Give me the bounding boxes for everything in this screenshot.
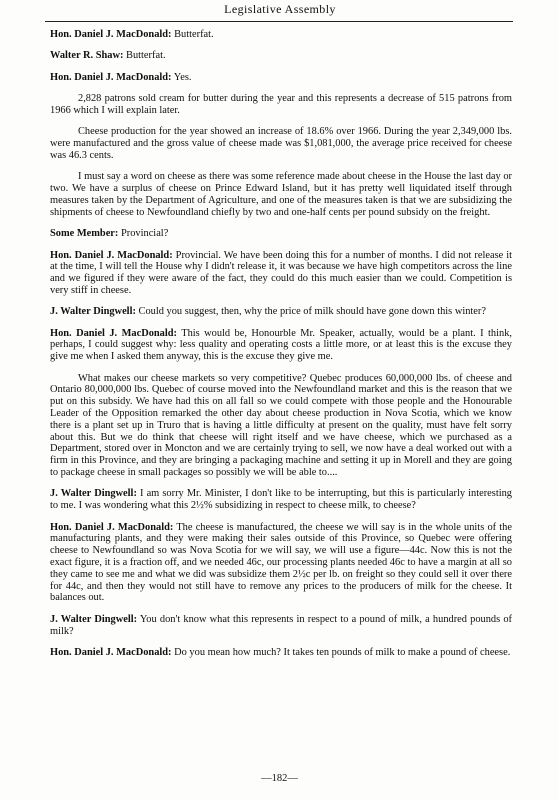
speaker-name: Hon. Daniel J. MacDonald: xyxy=(50,327,177,339)
paragraph xyxy=(50,647,512,659)
paragraph xyxy=(50,29,512,41)
speech-text: 2,828 patrons sold cream for butter during the year and this represents a decrease of 515 patrons from 1966 which I will explain later. xyxy=(50,93,512,116)
speech-text: I am sorry Mr. Minister, I don't like to be interrupting, but this is particularly interesting to me. I was wondering what this 2½% subsidizing in respect to cheese milk, to cheese? xyxy=(50,488,512,512)
speech-text: Do you mean how much? It takes ten pounds of milk to make a pound of cheese. xyxy=(171,646,511,658)
speech-text: Yes. xyxy=(171,71,192,83)
transcript-body xyxy=(50,29,512,668)
paragraph xyxy=(50,373,512,479)
paragraph xyxy=(50,228,512,240)
speaker-name: J. Walter Dingwell: xyxy=(50,306,136,318)
speech-text: The cheese is manufactured, the cheese we will say is in the whole units of the manufacturing plants, and they were making their sales outside of this Province, so Quebec were offering cheese to Newfoundland so was Nova Scotia for we will say, we will use a figure—44c. Now this is not the exact figure, it is a fraction off, and we needed 46c, our processing plants needed 46c to have a margin at all so they came to see me and what we did was subsidize them 2½c per lb. on freight so they could sell it over there for 44c, and then they would not still have to remove any prices to the producers of milk for the cheese. It balances out. xyxy=(50,521,512,604)
paragraph xyxy=(50,614,512,638)
speech-text: Could you suggest, then, why the price of milk should have gone down this winter? xyxy=(135,306,486,318)
speaker-name: Hon. Daniel J. MacDonald: xyxy=(50,71,172,83)
speech-text: I must say a word on cheese as there was some reference made about cheese in the House the last day or two. We have a surplus of cheese on Prince Edward Island, but it has pretty well liquidated itself through measures taken by the Department of Agriculture, and one of the measures taken is that we are subsidizing the shipments of cheese to Newfoundland chiefly by two and one-half cents per pound subsidy on the freight. xyxy=(50,171,512,218)
speaker-name: Hon. Daniel J. MacDonald: xyxy=(50,29,172,40)
speaker-name: Walter R. Shaw: xyxy=(50,50,124,62)
speaker-name: Hon. Daniel J. MacDonald: xyxy=(50,521,174,533)
speaker-name: Hon. Daniel J. MacDonald: xyxy=(50,249,173,261)
paragraph xyxy=(50,171,512,218)
speech-text: Provincial? xyxy=(118,228,169,240)
speech-text: What makes our cheese markets so very competitive? Quebec produces 60,000,000 lbs. of cheese and Ontario 80,000,000 lbs. Quebec of course moved into the Newfoundland market and this is the reason that we put on this subsidy. We have had this on all fall so we could compete with those people and the Honourable Leader of the Opposition remarked the other day about cheese production in Nova Scotia, which we know there is a plant set up in Truro that is having a little difficulty at present on the quality, must have felt sorry about this. But we do think that cheese will right itself and we have cheese, which we purchased as a Department, stored over in Moncton and we are certainly trying to sell, we now have a deal worked out with a firm in this Province, and they are bringing a packaging machine and setting it up in Morell and they are going to package cheese in small packages so possibly we will be able to.... xyxy=(50,372,512,479)
speech-text: Butterfat. xyxy=(171,29,214,40)
speaker-name: Some Member: xyxy=(50,228,119,240)
header-rule xyxy=(45,21,513,22)
paragraph xyxy=(50,93,512,117)
paragraph xyxy=(50,488,512,512)
running-header: Legislative Assembly xyxy=(224,2,336,16)
speech-text: Provincial. We have been doing this for a number of months. I did not release it at the time, I will tell the House why I didn't release it, it was because we have high competitors across the line and we figured if they were aware of the fact, they could do this much easier than we could. Competition is very stiff in cheese. xyxy=(50,249,512,296)
paragraph xyxy=(50,328,512,363)
speech-text: Butterfat. xyxy=(123,50,166,62)
speaker-name: Hon. Daniel J. MacDonald: xyxy=(50,646,172,658)
paragraph xyxy=(50,126,512,161)
paragraph xyxy=(50,522,512,605)
speech-text: You don't know what this represents in respect to a pound of milk, a hundred pounds of milk? xyxy=(50,613,512,637)
speaker-name: J. Walter Dingwell: xyxy=(50,488,137,500)
speech-text: This would be, Honourble Mr. Speaker, actually, would be a plant. I think, perhaps, I could suggest why: less quality and operating costs a little more, or at least this is the excuse they give me when I asked them anyway, this is the excuse they give me. xyxy=(50,327,512,363)
speech-text: Cheese production for the year showed an increase of 18.6% over 1966. During the year 2,349,000 lbs. were manufactured and the gross value of cheese made was $1,081,000, the average price received for cheese was 46.3 cents. xyxy=(50,126,512,161)
speaker-name: J. Walter Dingwell: xyxy=(50,613,138,625)
paragraph xyxy=(50,306,512,318)
paragraph xyxy=(50,72,512,84)
page-number: —182— xyxy=(261,773,298,784)
paragraph xyxy=(50,50,512,62)
paragraph xyxy=(50,250,512,297)
